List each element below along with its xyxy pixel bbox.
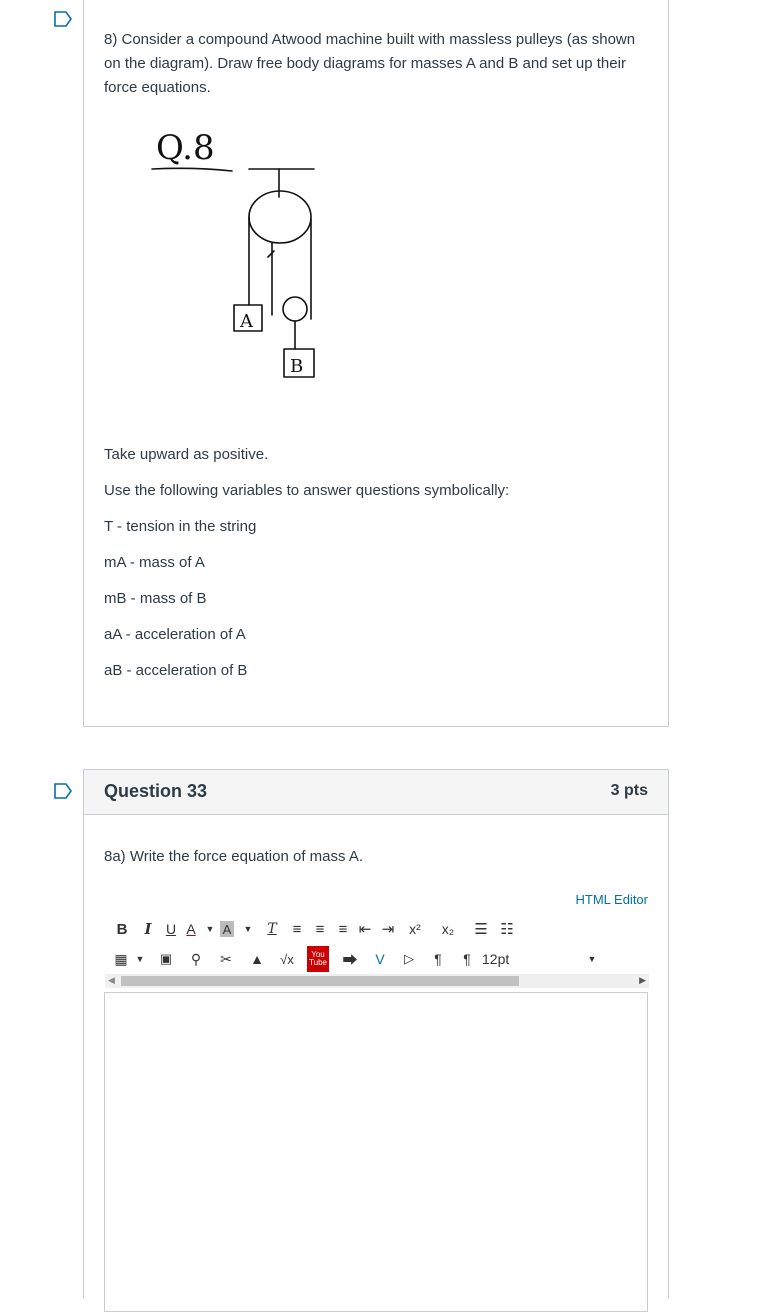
question-title: Question 33 xyxy=(104,781,208,801)
font-size-select[interactable]: 12pt xyxy=(482,951,510,967)
flag-question-icon[interactable] xyxy=(53,783,73,799)
italic-icon[interactable]: I xyxy=(144,920,152,938)
variables-intro: Use the following variables to answer questions symbolically: xyxy=(104,482,510,499)
atwood-machine-diagram xyxy=(144,119,324,389)
question-prompt: 8a) Write the force equation of mass A. xyxy=(104,848,364,865)
chevron-down-icon[interactable]: ▼ xyxy=(243,924,253,934)
indent-icon[interactable]: ⇥ xyxy=(381,921,395,938)
chevron-down-icon[interactable]: ▼ xyxy=(135,954,145,964)
ltr-paragraph-icon[interactable]: ¶ xyxy=(434,951,442,967)
editor-toolbar-row-1 xyxy=(112,917,518,941)
text-color-icon[interactable]: A xyxy=(186,921,196,937)
question-prompt: 8) Consider a compound Atwood machine built with massless pulleys (as shown on the diagram). Draw free body diagrams for masses A and B and set up their force equations. xyxy=(104,31,636,96)
outdent-icon[interactable]: ⇤ xyxy=(358,921,372,938)
link-icon[interactable]: ⚲ xyxy=(190,950,202,967)
flag-question-icon[interactable] xyxy=(53,11,73,27)
chevron-left-icon[interactable]: ◀ xyxy=(108,975,115,985)
align-center-icon[interactable]: ≡ xyxy=(315,920,325,938)
media-icon[interactable]: ▣ xyxy=(159,951,173,966)
variable-item: T - tension in the string xyxy=(104,518,257,535)
chevron-down-icon[interactable]: ▼ xyxy=(205,924,215,934)
html-editor-link[interactable]: HTML Editor xyxy=(575,892,648,907)
rtl-paragraph-icon[interactable]: ¶ xyxy=(463,951,471,967)
variable-item: aA - acceleration of A xyxy=(104,626,246,643)
horizontal-scrollbar[interactable] xyxy=(105,974,649,988)
subscript-icon[interactable]: x₂ xyxy=(441,921,455,937)
numbered-list-icon[interactable]: ☷ xyxy=(500,921,514,938)
variable-item: mA - mass of A xyxy=(104,554,205,571)
variable-item: aB - acceleration of B xyxy=(104,662,248,679)
embed-icon[interactable]: ⮕ xyxy=(342,951,358,969)
answer-editor[interactable] xyxy=(104,992,648,1312)
mass-a-label: A xyxy=(240,311,253,332)
video-icon[interactable]: ▷ xyxy=(404,951,414,966)
image-icon[interactable]: ▲ xyxy=(250,951,264,967)
question-32-card xyxy=(83,0,669,727)
question-header xyxy=(84,770,668,815)
diagram-label: Q.8 xyxy=(156,128,215,168)
editor-toolbar-row-2 xyxy=(112,947,598,971)
variable-item: mB - mass of B xyxy=(104,590,207,607)
bold-icon[interactable]: B xyxy=(116,920,128,938)
mass-b-label: B xyxy=(290,356,304,377)
table-icon[interactable]: ▦ xyxy=(114,950,128,967)
youtube-icon[interactable]: You Tube xyxy=(302,947,334,971)
chevron-right-icon[interactable]: ▶ xyxy=(639,975,646,985)
underline-icon[interactable]: U xyxy=(165,921,177,937)
clear-formatting-icon[interactable]: T xyxy=(267,921,277,937)
align-left-icon[interactable]: ≡ xyxy=(292,920,302,938)
question-points: 3 pts xyxy=(610,782,648,799)
align-right-icon[interactable]: ≡ xyxy=(338,920,348,938)
equation-icon[interactable]: √x xyxy=(280,951,294,967)
positive-direction-note: Take upward as positive. xyxy=(104,446,269,463)
question-33-card xyxy=(83,769,669,1299)
superscript-icon[interactable]: x² xyxy=(409,921,421,937)
vimeo-icon[interactable]: V xyxy=(375,951,385,967)
bullet-list-icon[interactable]: ☰ xyxy=(474,921,488,938)
chevron-down-icon[interactable]: ▼ xyxy=(587,954,597,964)
unlink-icon[interactable]: ✂ xyxy=(220,950,232,967)
scrollbar-thumb[interactable] xyxy=(121,976,519,986)
background-color-icon[interactable]: A xyxy=(216,917,238,941)
